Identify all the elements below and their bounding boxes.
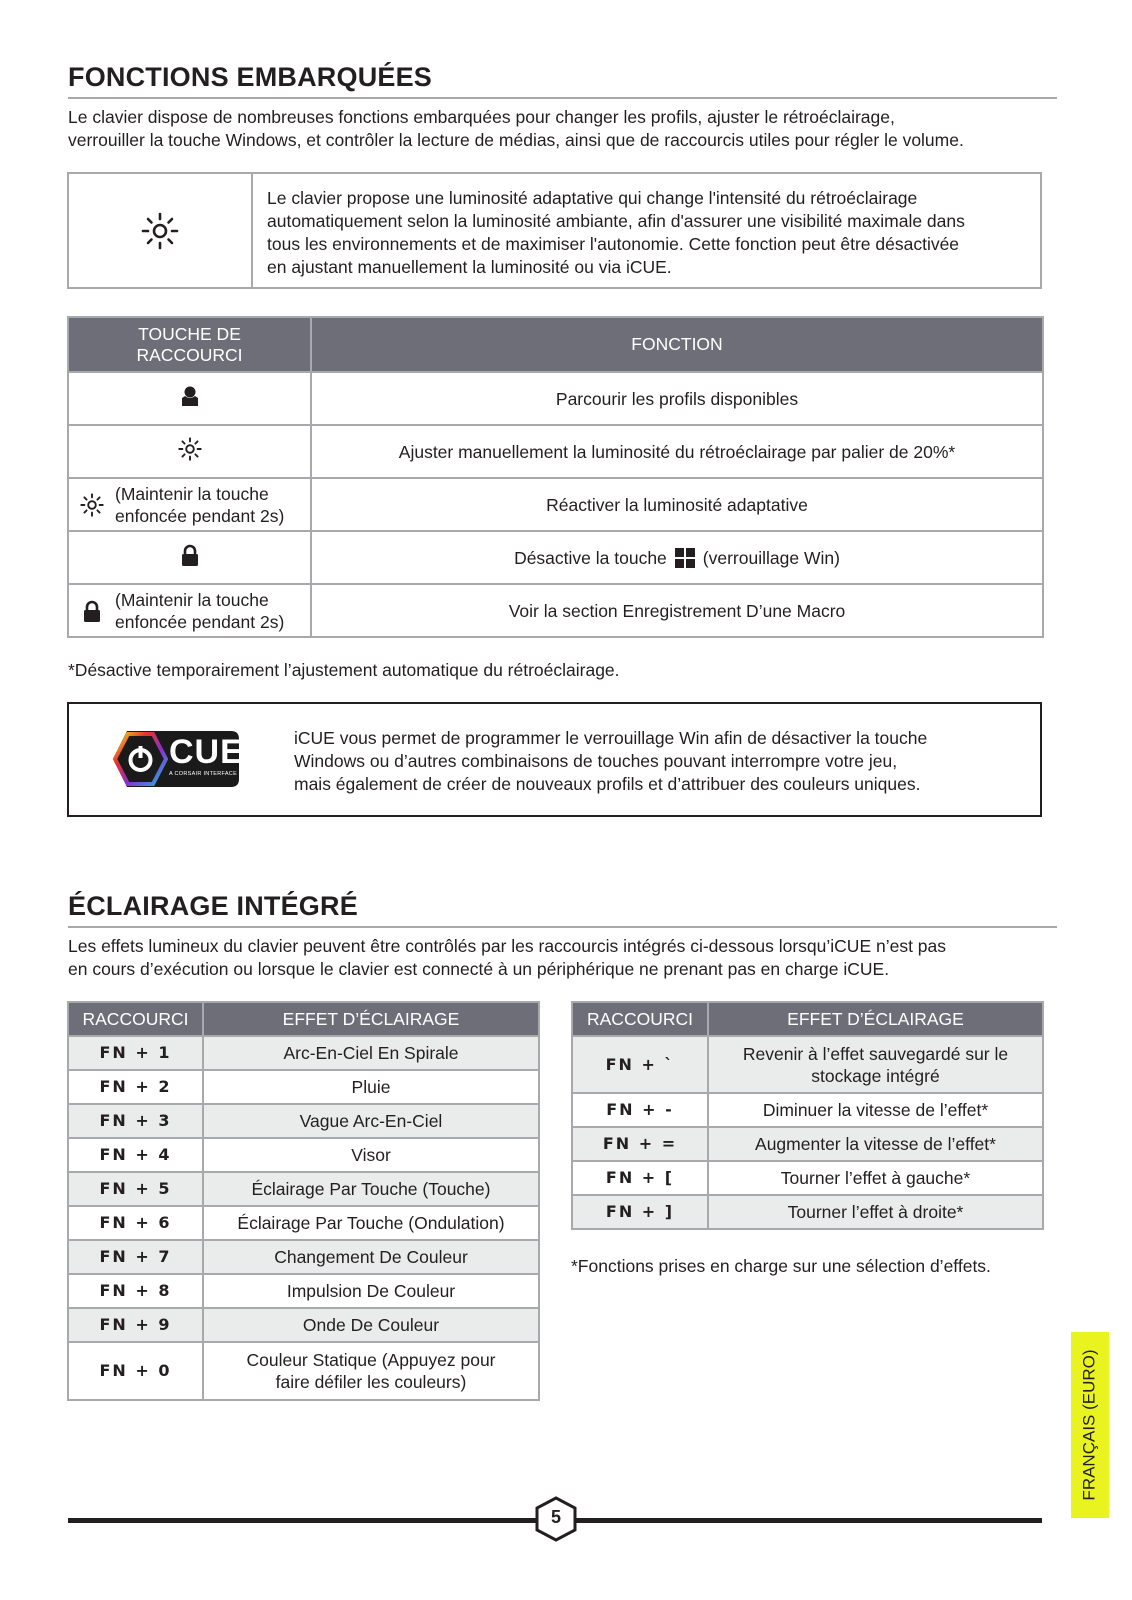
table-row: FN + [ Tourner l’effet à gauche*	[572, 1161, 1043, 1195]
brightness-icon	[80, 493, 104, 517]
page-number-badge	[534, 1496, 578, 1542]
table-row: Parcourir les profils disponibles	[68, 372, 1043, 425]
table-row: FN + - Diminuer la vitesse de l’effet*	[572, 1093, 1043, 1127]
table-row: FN + 8 Impulsion De Couleur	[68, 1274, 539, 1308]
lock-icon	[181, 544, 199, 566]
icue-logo-text: CUE	[169, 733, 244, 771]
section1-intro: Le clavier dispose de nombreuses fonctions embarquées pour changer les profils, ajuster le rétroéclairage, verrouiller la touche Windows, et contrôler la lecture de médias, ainsi que de raccourcis utiles pour régler le volume.	[68, 107, 964, 150]
table-row: FN + 4 Visor	[68, 1138, 539, 1172]
brightness-icon	[141, 212, 179, 250]
windows-key-icon	[675, 548, 695, 568]
table-row: (Maintenir la touche enfoncée pendant 2s) Réactiver la luminosité adaptative	[68, 478, 1043, 531]
table-row: FN + ] Tourner l’effet à droite*	[572, 1195, 1043, 1229]
table-row: FN + 2 Pluie	[68, 1070, 539, 1104]
language-tab: FRANÇAIS (EURO)	[1071, 1332, 1109, 1518]
header-effect: EFFET D’ÉCLAIRAGE	[708, 1002, 1043, 1036]
title-rule	[68, 926, 1057, 928]
table-row: FN + ` Revenir à l’effet sauvegardé sur le stockage intégré	[572, 1036, 1043, 1093]
table-row: FN + 6 Éclairage Par Touche (Ondulation)	[68, 1206, 539, 1240]
title-rule	[68, 97, 1057, 99]
table-row: FN + 3 Vague Arc-En-Ciel	[68, 1104, 539, 1138]
adaptive-brightness-box	[67, 172, 1042, 289]
section-title-eclairage: ÉCLAIRAGE INTÉGRÉ	[68, 891, 358, 921]
table-row: FN + 7 Changement De Couleur	[68, 1240, 539, 1274]
section-title-fonctions: FONCTIONS EMBARQUÉES	[68, 62, 433, 92]
table-row: FN + 0 Couleur Statique (Appuyez pour faire défiler les couleurs)	[68, 1342, 539, 1400]
table-row: FN + 1 Arc-En-Ciel En Spirale	[68, 1036, 539, 1070]
table-row: (Maintenir la touche enfoncée pendant 2s) Voir la section Enregistrement D’une Macro	[68, 584, 1043, 637]
icue-text: iCUE vous permet de programmer le verrouillage Win afin de désactiver la touche Windows ou d’autres combinaisons de touches pouvant interrompre votre jeu, mais également de créer de nouveaux profils et d’attribuer des couleurs uniques.	[294, 728, 928, 794]
profile-icon	[181, 385, 199, 407]
lighting-table-right	[571, 1001, 1044, 1230]
brightness-icon	[178, 437, 202, 461]
header-effect: EFFET D’ÉCLAIRAGE	[203, 1002, 539, 1036]
header-shortcut: RACCOURCI	[572, 1002, 708, 1036]
page-number: 5	[550, 1507, 561, 1527]
icue-logo-subtitle: A CORSAIR INTERFACE	[169, 771, 238, 777]
effects-footnote: *Fonctions prises en charge sur une sélection d’effets.	[571, 1256, 991, 1276]
adaptive-brightness-text: Le clavier propose une luminosité adaptative qui change l'intensité du rétroéclairage automatiquement selon la luminosité ambiante, afin d'assurer une visibilité maximale dans tous les environnements et de maximiser l'autonomie. Cette fonction peut être désactivée en ajustant manuellement la luminosité ou via iCUE.	[267, 188, 965, 277]
section2-intro: Les effets lumineux du clavier peuvent être contrôlés par les raccourcis intégrés ci-dessous lorsqu’iCUE n’est pas en cours d’exécution ou lorsque le clavier est connecté à un périphérique ne prenant pas en charge iCUE.	[68, 936, 947, 979]
header-key: TOUCHE DE RACCOURCI	[68, 317, 311, 372]
table-row: FN + = Augmenter la vitesse de l’effet*	[572, 1127, 1043, 1161]
lock-icon	[83, 600, 101, 622]
brightness-footnote: *Désactive temporairement l’ajustement automatique du rétroéclairage.	[68, 660, 620, 680]
table-row: FN + 5 Éclairage Par Touche (Touche)	[68, 1172, 539, 1206]
icue-logo	[109, 726, 243, 792]
header-shortcut: RACCOURCI	[68, 1002, 203, 1036]
lighting-table-left	[67, 1001, 540, 1401]
table-row: Désactive la touche (verrouillage Win)	[68, 531, 1043, 584]
header-function: FONCTION	[311, 317, 1043, 372]
icue-box	[67, 702, 1042, 817]
table-row: Ajuster manuellement la luminosité du rétroéclairage par palier de 20%*	[68, 425, 1043, 478]
table-row: FN + 9 Onde De Couleur	[68, 1308, 539, 1342]
shortcut-function-table	[67, 316, 1044, 638]
